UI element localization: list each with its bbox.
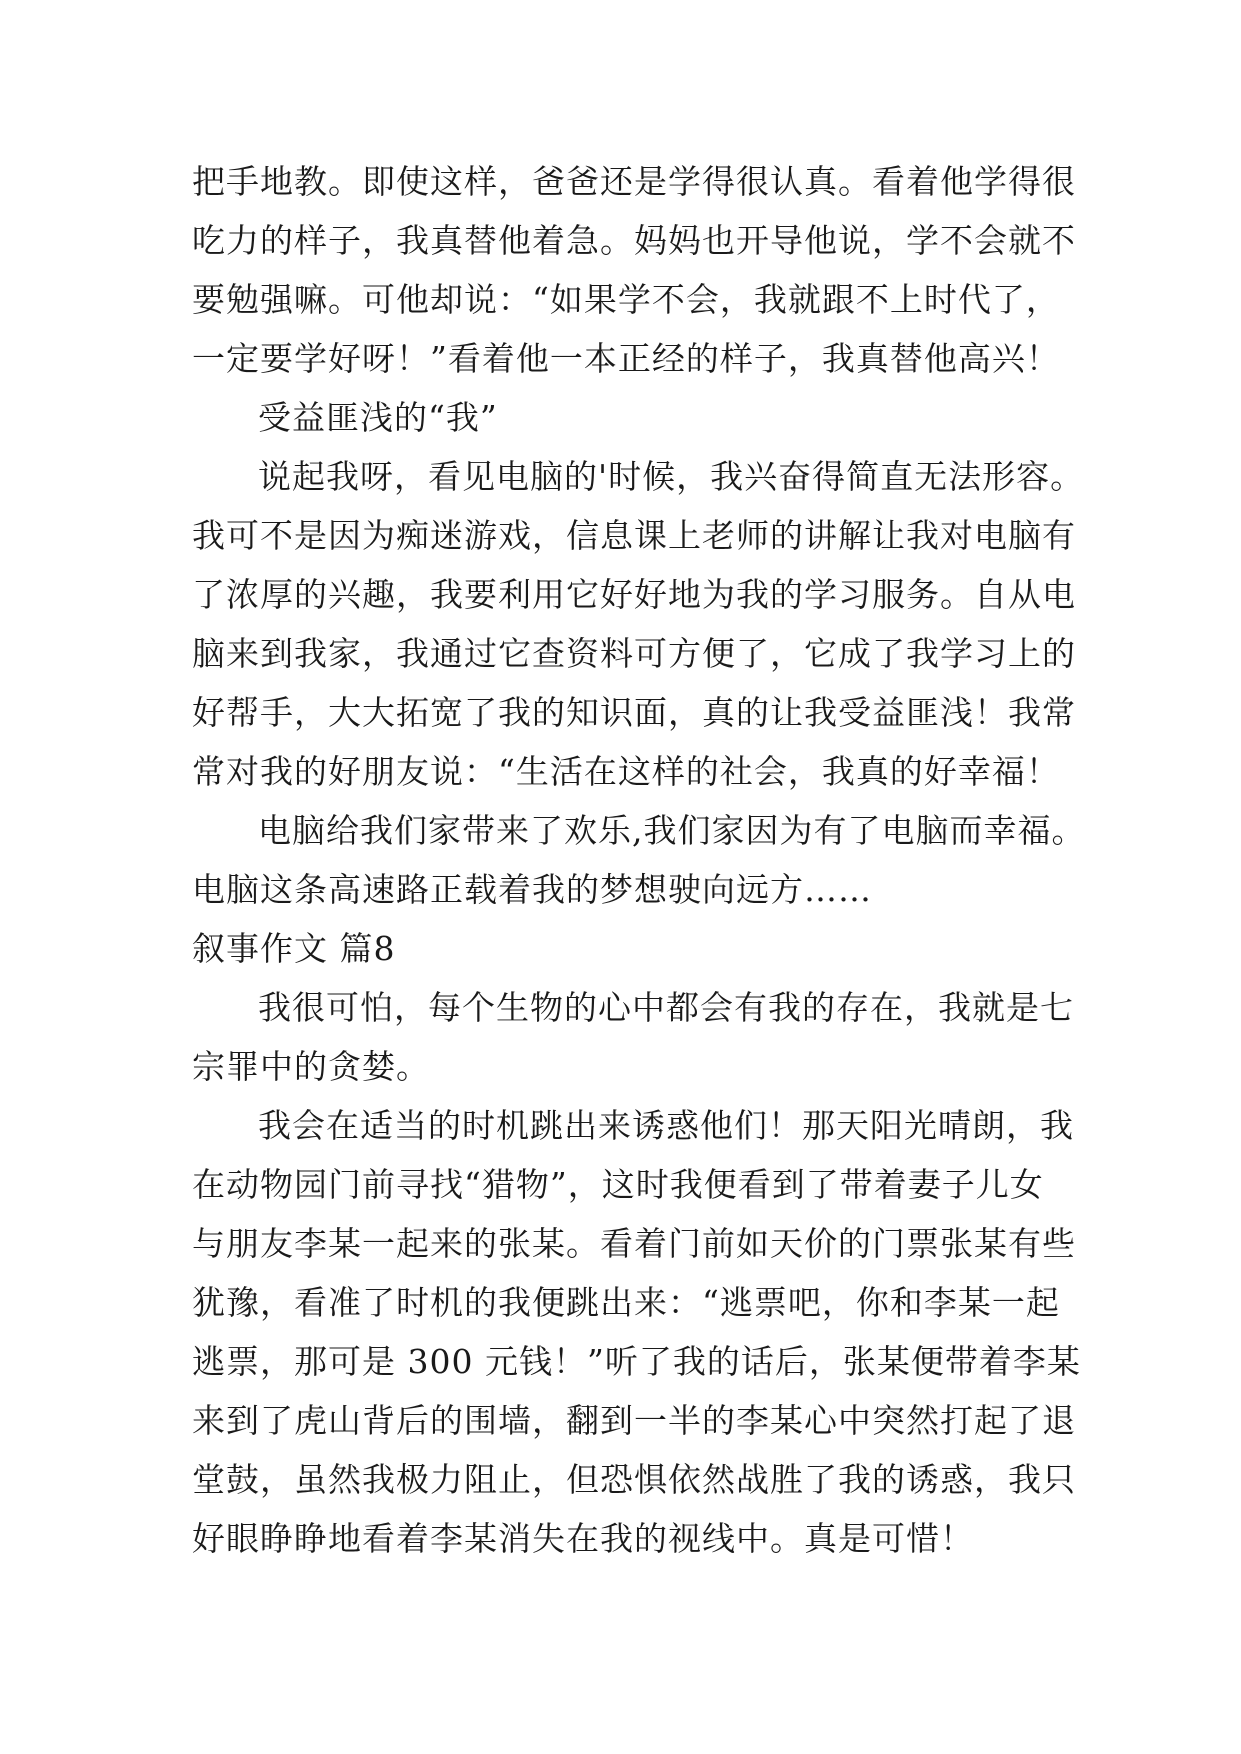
text-line: 了浓厚的兴趣，我要利用它好好地为我的学习服务。自从电 [192,575,1076,614]
text-line: 在动物园门前寻找“猎物”，这时我便看到了带着妻子儿女 [192,1165,1044,1204]
text-line: 宗罪中的贪婪。 [192,1047,430,1086]
text-line: 我可不是因为痴迷游戏，信息课上老师的讲解让我对电脑有 [192,516,1076,555]
text-line: 吃力的样子，我真替他着急。妈妈也开导他说，学不会就不 [192,221,1076,260]
text-line: 与朋友李某一起来的张某。看着门前如天价的门票张某有些 [192,1224,1076,1263]
text-line: 堂鼓，虽然我极力阻止，但恐惧依然战胜了我的诱惑，我只 [192,1460,1076,1499]
text-line: 电脑给我们家带来了欢乐,我们家因为有了电脑而幸福。 [258,811,1086,850]
text-line: 受益匪浅的“我” [258,398,498,437]
text-line: 好眼睁睁地看着李某消失在我的视线中。真是可惜！ [192,1519,974,1558]
text-line: 逃票，那可是 300 元钱！”听了我的话后，张某便带着李某 [192,1342,1081,1381]
text-line: 一定要学好呀！”看着他一本正经的样子，我真替他高兴！ [192,339,1060,378]
text-line: 说起我呀，看见电脑的'时候，我兴奋得简直无法形容。 [258,457,1085,496]
text-line: 要勉强嘛。可他却说：“如果学不会，我就跟不上时代了， [192,280,1060,319]
text-line: 常对我的好朋友说：“生活在这样的社会，我真的好幸福！ [192,752,1060,791]
text-line: 叙事作文 篇8 [192,929,396,968]
text-line: 犹豫，看准了时机的我便跳出来：“逃票吧，你和李某一起 [192,1283,1060,1322]
text-line: 脑来到我家，我通过它查资料可方便了，它成了我学习上的 [192,634,1076,673]
text-line: 好帮手，大大拓宽了我的知识面，真的让我受益匪浅！我常 [192,693,1076,732]
text-line: 我会在适当的时机跳出来诱惑他们！那天阳光晴朗，我 [258,1106,1074,1145]
document-body [192,152,1086,1568]
text-line: 我很可怕，每个生物的心中都会有我的存在，我就是七 [258,988,1074,1027]
text-line: 来到了虎山背后的围墙，翻到一半的李某心中突然打起了退 [192,1401,1076,1440]
text-line: 把手地教。即使这样，爸爸还是学得很认真。看着他学得很 [192,162,1076,201]
text-line: 电脑这条高速路正载着我的梦想驶向远方…… [192,870,872,909]
